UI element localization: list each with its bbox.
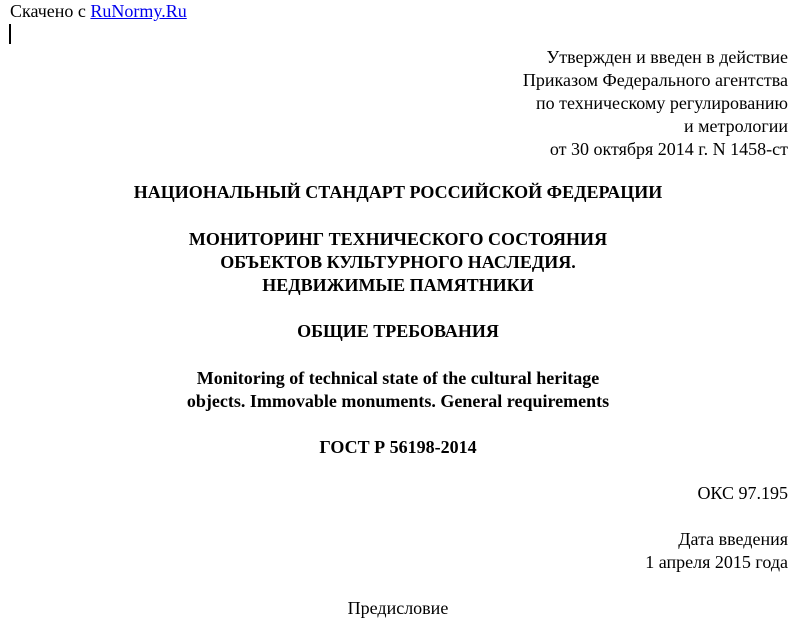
text-cursor <box>9 24 11 44</box>
standard-title-line: МОНИТОРИНГ ТЕХНИЧЕСКОГО СОСТОЯНИЯ <box>188 229 608 249</box>
approval-line: Утвержден и введен в действие <box>546 47 788 67</box>
oks-code <box>697 482 788 505</box>
approval-line: и метрологии <box>684 116 788 136</box>
introduction-date-value: 1 апреля 2015 года <box>645 552 788 572</box>
standard-subtitle-text: ОБЩИЕ ТРЕБОВАНИЯ <box>297 321 499 341</box>
approval-line: Приказом Федерального агентства <box>522 70 788 90</box>
standard-title-line: НЕДВИЖИМЫЕ ПАМЯТНИКИ <box>262 275 534 295</box>
oks-code-text: ОКС 97.195 <box>697 483 788 503</box>
approval-block <box>523 46 788 161</box>
source-line <box>10 0 187 23</box>
standard-title-line: ОБЪЕКТОВ КУЛЬТУРНОГО НАСЛЕДИЯ. <box>220 252 576 272</box>
standard-code <box>0 436 790 459</box>
standard-code-text: ГОСТ Р 56198-2014 <box>319 437 477 457</box>
approval-line: по техническому регулированию <box>535 93 788 113</box>
source-link[interactable]: RuNormy.Ru <box>90 1 187 21</box>
standard-title <box>0 228 790 297</box>
standard-subtitle <box>0 320 790 343</box>
english-title-line: objects. Immovable monuments. General requirements <box>186 391 610 411</box>
preface-heading: Предисловие <box>347 598 449 618</box>
national-standard-title <box>0 181 790 204</box>
source-prefix: Скачено с <box>10 1 86 21</box>
national-standard-title-text: НАЦИОНАЛЬНЫЙ СТАНДАРТ РОССИЙСКОЙ ФЕДЕРАЦИИ <box>133 182 663 202</box>
english-title <box>0 367 790 413</box>
introduction-date <box>645 528 788 574</box>
english-title-line: Monitoring of technical state of the cultural heritage <box>196 368 600 388</box>
introduction-date-label: Дата введения <box>678 529 788 549</box>
approval-line: от 30 октября 2014 г. N 1458-ст <box>549 139 788 159</box>
